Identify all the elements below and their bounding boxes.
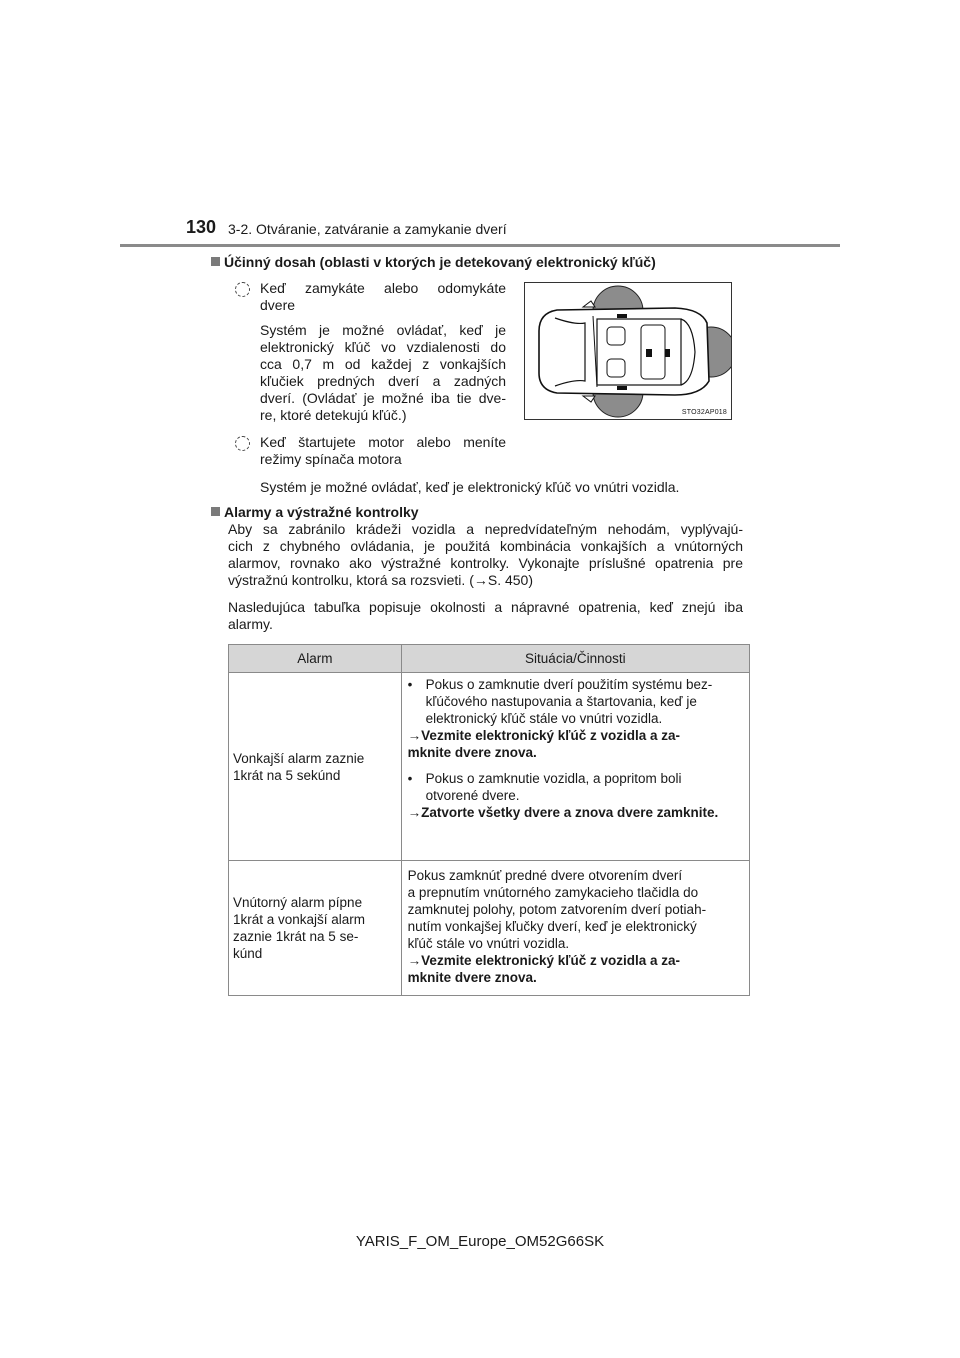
situation-line: kľúč stále vo vnútri vozidla. [407, 936, 570, 951]
section2-paragraph2 [228, 599, 743, 633]
key-range-diagram [524, 282, 732, 420]
antenna-icon [617, 314, 627, 318]
alarm-table [228, 644, 750, 996]
document-footer: YARIS_F_OM_Europe_OM52G66SK [355, 1233, 605, 1250]
desc-line: kľučiek predných dverí a zadných [260, 373, 506, 389]
item1-title-line2: dvere [260, 297, 296, 313]
para-line: Aby sa zabránilo krádeži vozidla a nepredvídateľným nehodám, vyplývajú- [228, 521, 743, 537]
situation-line: nutím vonkajšej kľučky dverí, keď je elektronický [407, 919, 697, 934]
alarm-line: 1krát a vonkajší alarm [233, 912, 366, 927]
antenna-icon [665, 349, 670, 357]
item-line: Pokus o zamknutie dverí použitím systému bez- [425, 677, 713, 692]
item1-description [260, 322, 506, 424]
action-line: Vezmite elektronický kľúč z vozidla a za- [421, 728, 680, 743]
square-bullet-icon [211, 507, 220, 516]
section1-heading [211, 253, 656, 271]
alarm-cell [229, 861, 402, 996]
diagram-code: STO32AP018 [681, 409, 727, 416]
arrow-icon: → [407, 953, 422, 968]
desc-line: dverí. (Ovládať je možné iba tie dve- [260, 390, 506, 406]
page-number: 130 [186, 217, 217, 237]
bullet-icon: • [407, 771, 413, 786]
section-title: 3-2. Otváranie, zatváranie a zamykanie dverí [228, 221, 507, 237]
item2-title [260, 434, 506, 468]
item2-description: Systém je možné ovládať, keď je elektronický kľúč vo vnútri vozidla. [260, 479, 680, 495]
action-text [408, 804, 745, 821]
dashed-circle-icon [235, 282, 250, 297]
list-item [408, 770, 745, 804]
action-line: Vezmite elektronický kľúč z vozidla a za- [421, 953, 680, 968]
item-line: otvorené dvere. [425, 788, 520, 803]
alarm-line: Vnútorný alarm pípne [233, 895, 363, 910]
alarm-line: Vonkajší alarm zaznie [233, 750, 365, 766]
desc-line: elektronický kľúč vo vzdialenosti do [260, 339, 506, 355]
item2-title-line1: Keď štartujete motor alebo meníte [260, 434, 506, 450]
action-text [408, 952, 745, 986]
arrow-icon: → [407, 728, 422, 743]
alarm-line: 1krát na 5 sekúnd [233, 767, 341, 783]
para-line: Nasledujúca tabuľka popisuje okolnosti a nápravné opatrenia, keď znejú iba [228, 599, 743, 615]
action-line: mknite dvere znova. [407, 970, 537, 985]
para-line: výstražnú kontrolku, ktorá sa rozsvieti. (→S. 450) [228, 572, 533, 588]
situation-cell [401, 673, 749, 861]
para-line: alarmy. [228, 616, 273, 632]
header-divider [120, 244, 840, 247]
action-line: mknite dvere znova. [407, 745, 537, 760]
section2-heading-text: Alarmy a výstražné kontrolky [224, 504, 419, 520]
alarm-line: zaznie 1krát na 5 se- [233, 929, 359, 944]
item-line: elektronický kľúč stále vo vnútri vozidla. [425, 711, 663, 726]
seat-front-left [607, 327, 625, 345]
alarm-line: kúnd [233, 946, 263, 961]
list-item [408, 676, 745, 727]
square-bullet-icon [211, 257, 220, 266]
item-line: Pokus o zamknutie vozidla, a popritom boli [425, 771, 682, 786]
desc-line: re, ktoré detekujú kľúč.) [260, 407, 407, 423]
seat-front-right [607, 359, 625, 377]
section2-paragraph1 [228, 521, 743, 589]
dashed-circle-icon [235, 436, 250, 451]
car-top-view-illustration [525, 283, 731, 419]
situation-line: a prepnutím vnútorného zamykacieho tlačidla do [407, 885, 699, 900]
item1-title-line1: Keď zamykáte alebo odomykáte [260, 280, 506, 296]
para-line: alarmov, rovnako ako výstražné kontrolky. Vykonajte príslušné opatrenia pre [228, 555, 743, 571]
arrow-icon: → [407, 805, 422, 820]
desc-line: Systém je možné ovládať, keď je [260, 322, 506, 338]
bullet-icon: • [407, 677, 413, 692]
table-header-row [229, 645, 750, 673]
situation-line: zamknutej polohy, potom zatvorením dverí potiah- [407, 902, 707, 917]
situation-cell [401, 861, 749, 996]
antenna-icon [646, 349, 652, 357]
column-header-situation: Situácia/Činnosti [401, 645, 749, 673]
column-header-alarm: Alarm [229, 645, 402, 673]
item-line: kľúčového nastupovania a štartovania, keď je [425, 694, 697, 709]
alarm-cell [229, 673, 402, 861]
section1-heading-text: Účinný dosah (oblasti v ktorých je detekovaný elektronický kľúč) [224, 254, 656, 270]
section2-heading [211, 503, 419, 521]
car-mirror [583, 396, 595, 402]
antenna-icon [617, 386, 627, 390]
item2-title-line2: režimy spínača motora [260, 451, 402, 467]
item1-title [260, 280, 506, 314]
para-line: cich z chybného ovládania, je použitá kombinácia vonkajších a vnútorných [228, 538, 743, 554]
car-mirror [583, 301, 595, 307]
situation-line: Pokus zamknúť predné dvere otvorením dverí [407, 868, 683, 883]
action-text [408, 727, 745, 761]
rear-bench [641, 325, 665, 379]
action-line: Zatvorte všetky dvere a znova dvere zamknite. [421, 805, 719, 820]
table-row [229, 673, 750, 861]
desc-line: cca 0,7 m od každej z vonkajších [260, 356, 506, 372]
table-row [229, 861, 750, 996]
